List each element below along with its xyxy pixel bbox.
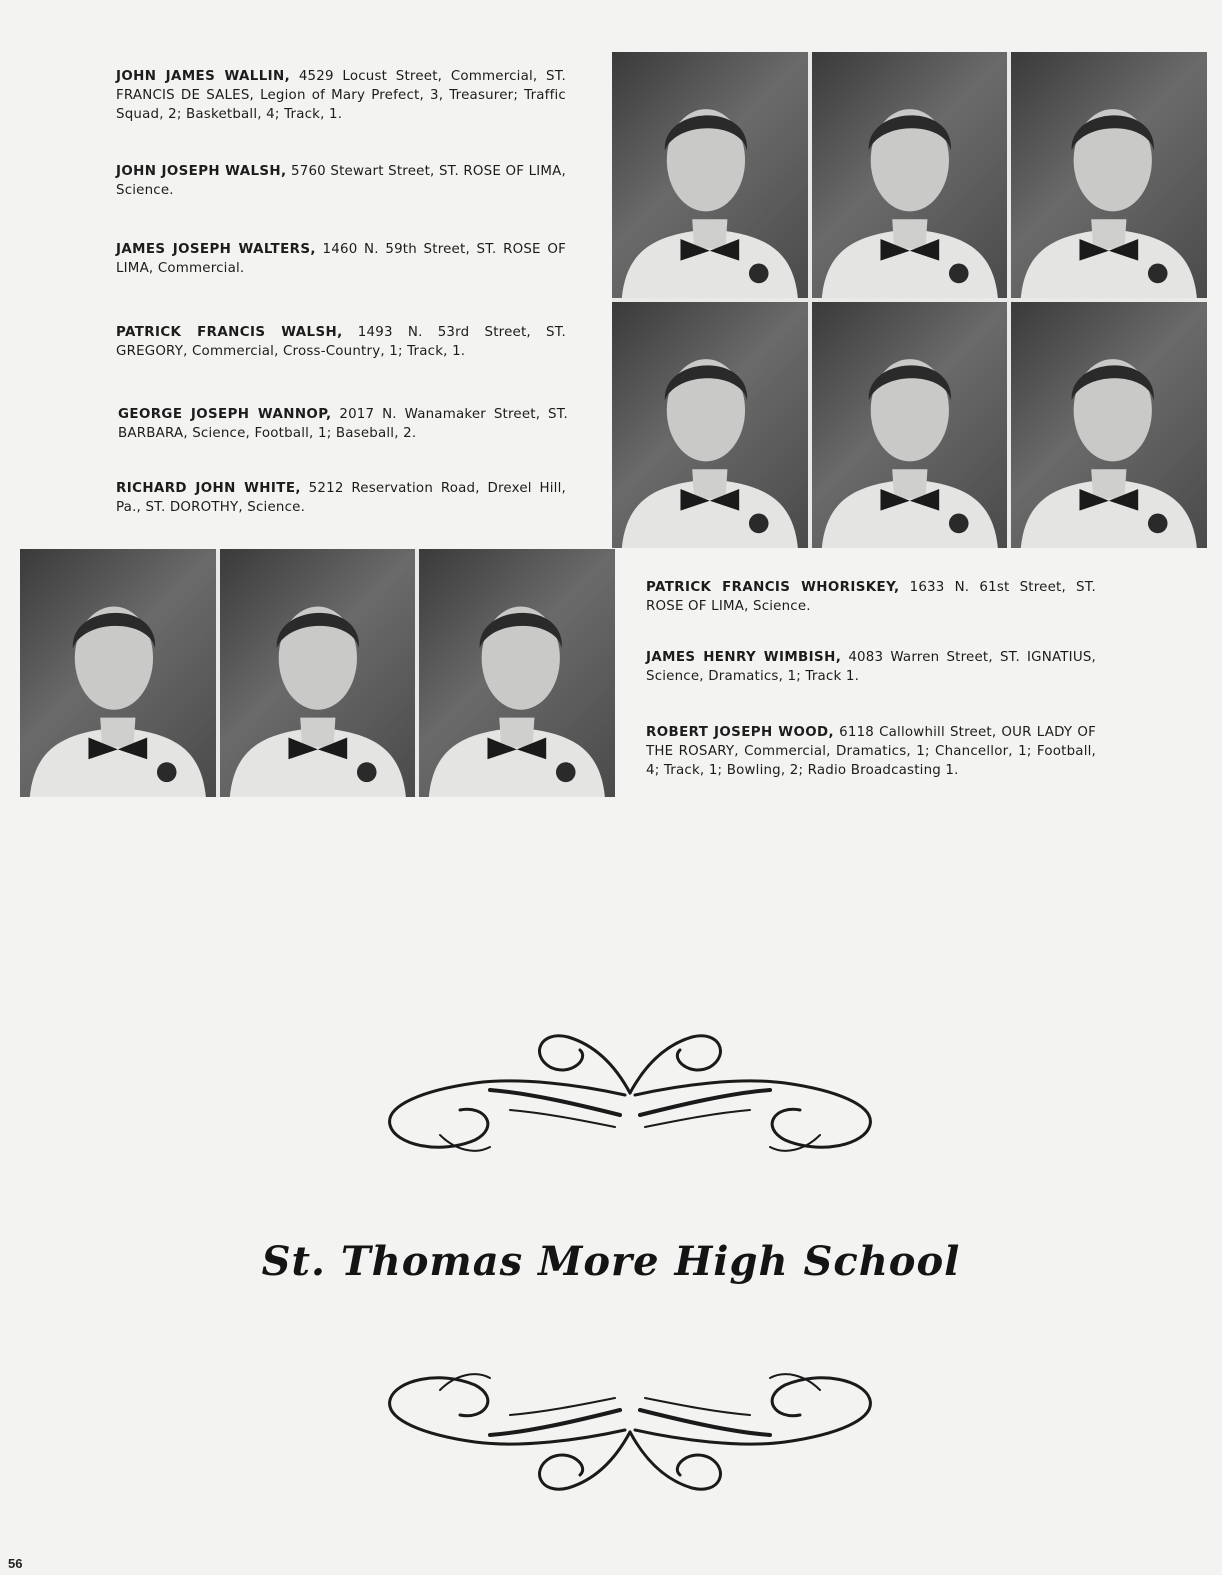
student-name: JAMES JOSEPH WALTERS, [116,242,316,257]
student-entry-walsh-john [116,162,566,200]
portrait-silhouette [812,302,1008,548]
student-entry-walters [116,240,566,278]
portrait-walsh-patrick [612,302,808,548]
student-name: JAMES HENRY WIMBISH, [646,650,842,665]
student-name: PATRICK FRANCIS WHORISKEY, [646,580,900,595]
student-details: 4083 Warren Street, ST. IGNATIUS, Science, Dramatics, 1; Track 1. [646,650,1096,684]
portrait-silhouette [20,549,216,797]
portrait-silhouette [419,549,615,797]
student-name: GEORGE JOSEPH WANNOP, [118,407,332,422]
flourish-ornament-top [380,1015,880,1175]
portrait-walsh-john [812,52,1008,298]
portrait-wallin [612,52,808,298]
student-name: ROBERT JOSEPH WOOD, [646,725,835,740]
student-name: PATRICK FRANCIS WALSH, [116,325,343,340]
student-entry-wannop [118,405,568,443]
student-entry-wood [646,723,1096,780]
student-entry-walsh-patrick [116,323,566,361]
student-details: 1633 N. 61st Street, ST. ROSE OF LIMA, Science. [646,580,1096,614]
student-name: JOHN JAMES WALLIN, [116,69,291,84]
portrait-wannop [812,302,1008,548]
portrait-grid-bottom [20,549,615,797]
student-entry-wallin [116,67,566,124]
school-title: St. Thomas More High School [261,1238,961,1285]
student-details: 6118 Callowhill Street, OUR LADY OF THE ROSARY, Commercial, Dramatics, 1; Chancellor, 1; Football, 4; Track, 1; Bowling, 2; Radio Broadcasting 1. [646,725,1096,778]
portrait-walters [1011,52,1207,298]
portrait-whoriskey [20,549,216,797]
portrait-silhouette [612,52,808,298]
flourish-ornament-bottom [380,1350,880,1510]
portrait-silhouette [1011,52,1207,298]
student-entry-white [116,479,566,517]
portrait-wood [419,549,615,797]
student-details: 1493 N. 53rd Street, ST. GREGORY, Commercial, Cross-Country, 1; Track, 1. [116,325,566,359]
portrait-grid-top [612,52,1207,548]
student-entry-wimbish [646,648,1096,686]
portrait-silhouette [220,549,416,797]
portrait-wimbish [220,549,416,797]
portrait-silhouette [812,52,1008,298]
portrait-silhouette [1011,302,1207,548]
page-number: 56 [8,1556,23,1571]
student-details: 1460 N. 59th Street, ST. ROSE OF LIMA, Commercial. [116,242,566,276]
portrait-white [1011,302,1207,548]
student-entry-whoriskey [646,578,1096,616]
student-details: 5760 Stewart Street, ST. ROSE OF LIMA, Science. [116,164,566,198]
student-details: 2017 N. Wanamaker Street, ST. BARBARA, Science, Football, 1; Baseball, 2. [118,407,568,441]
student-details: 5212 Reservation Road, Drexel Hill, Pa., ST. DOROTHY, Science. [116,481,566,515]
portrait-silhouette [612,302,808,548]
student-name: RICHARD JOHN WHITE, [116,481,301,496]
student-name: JOHN JOSEPH WALSH, [116,164,287,179]
student-details: 4529 Locust Street, Commercial, ST. FRANCIS DE SALES, Legion of Mary Prefect, 3, Treasurer; Traffic Squad, 2; Basketball, 4; Track, 1. [116,69,567,122]
